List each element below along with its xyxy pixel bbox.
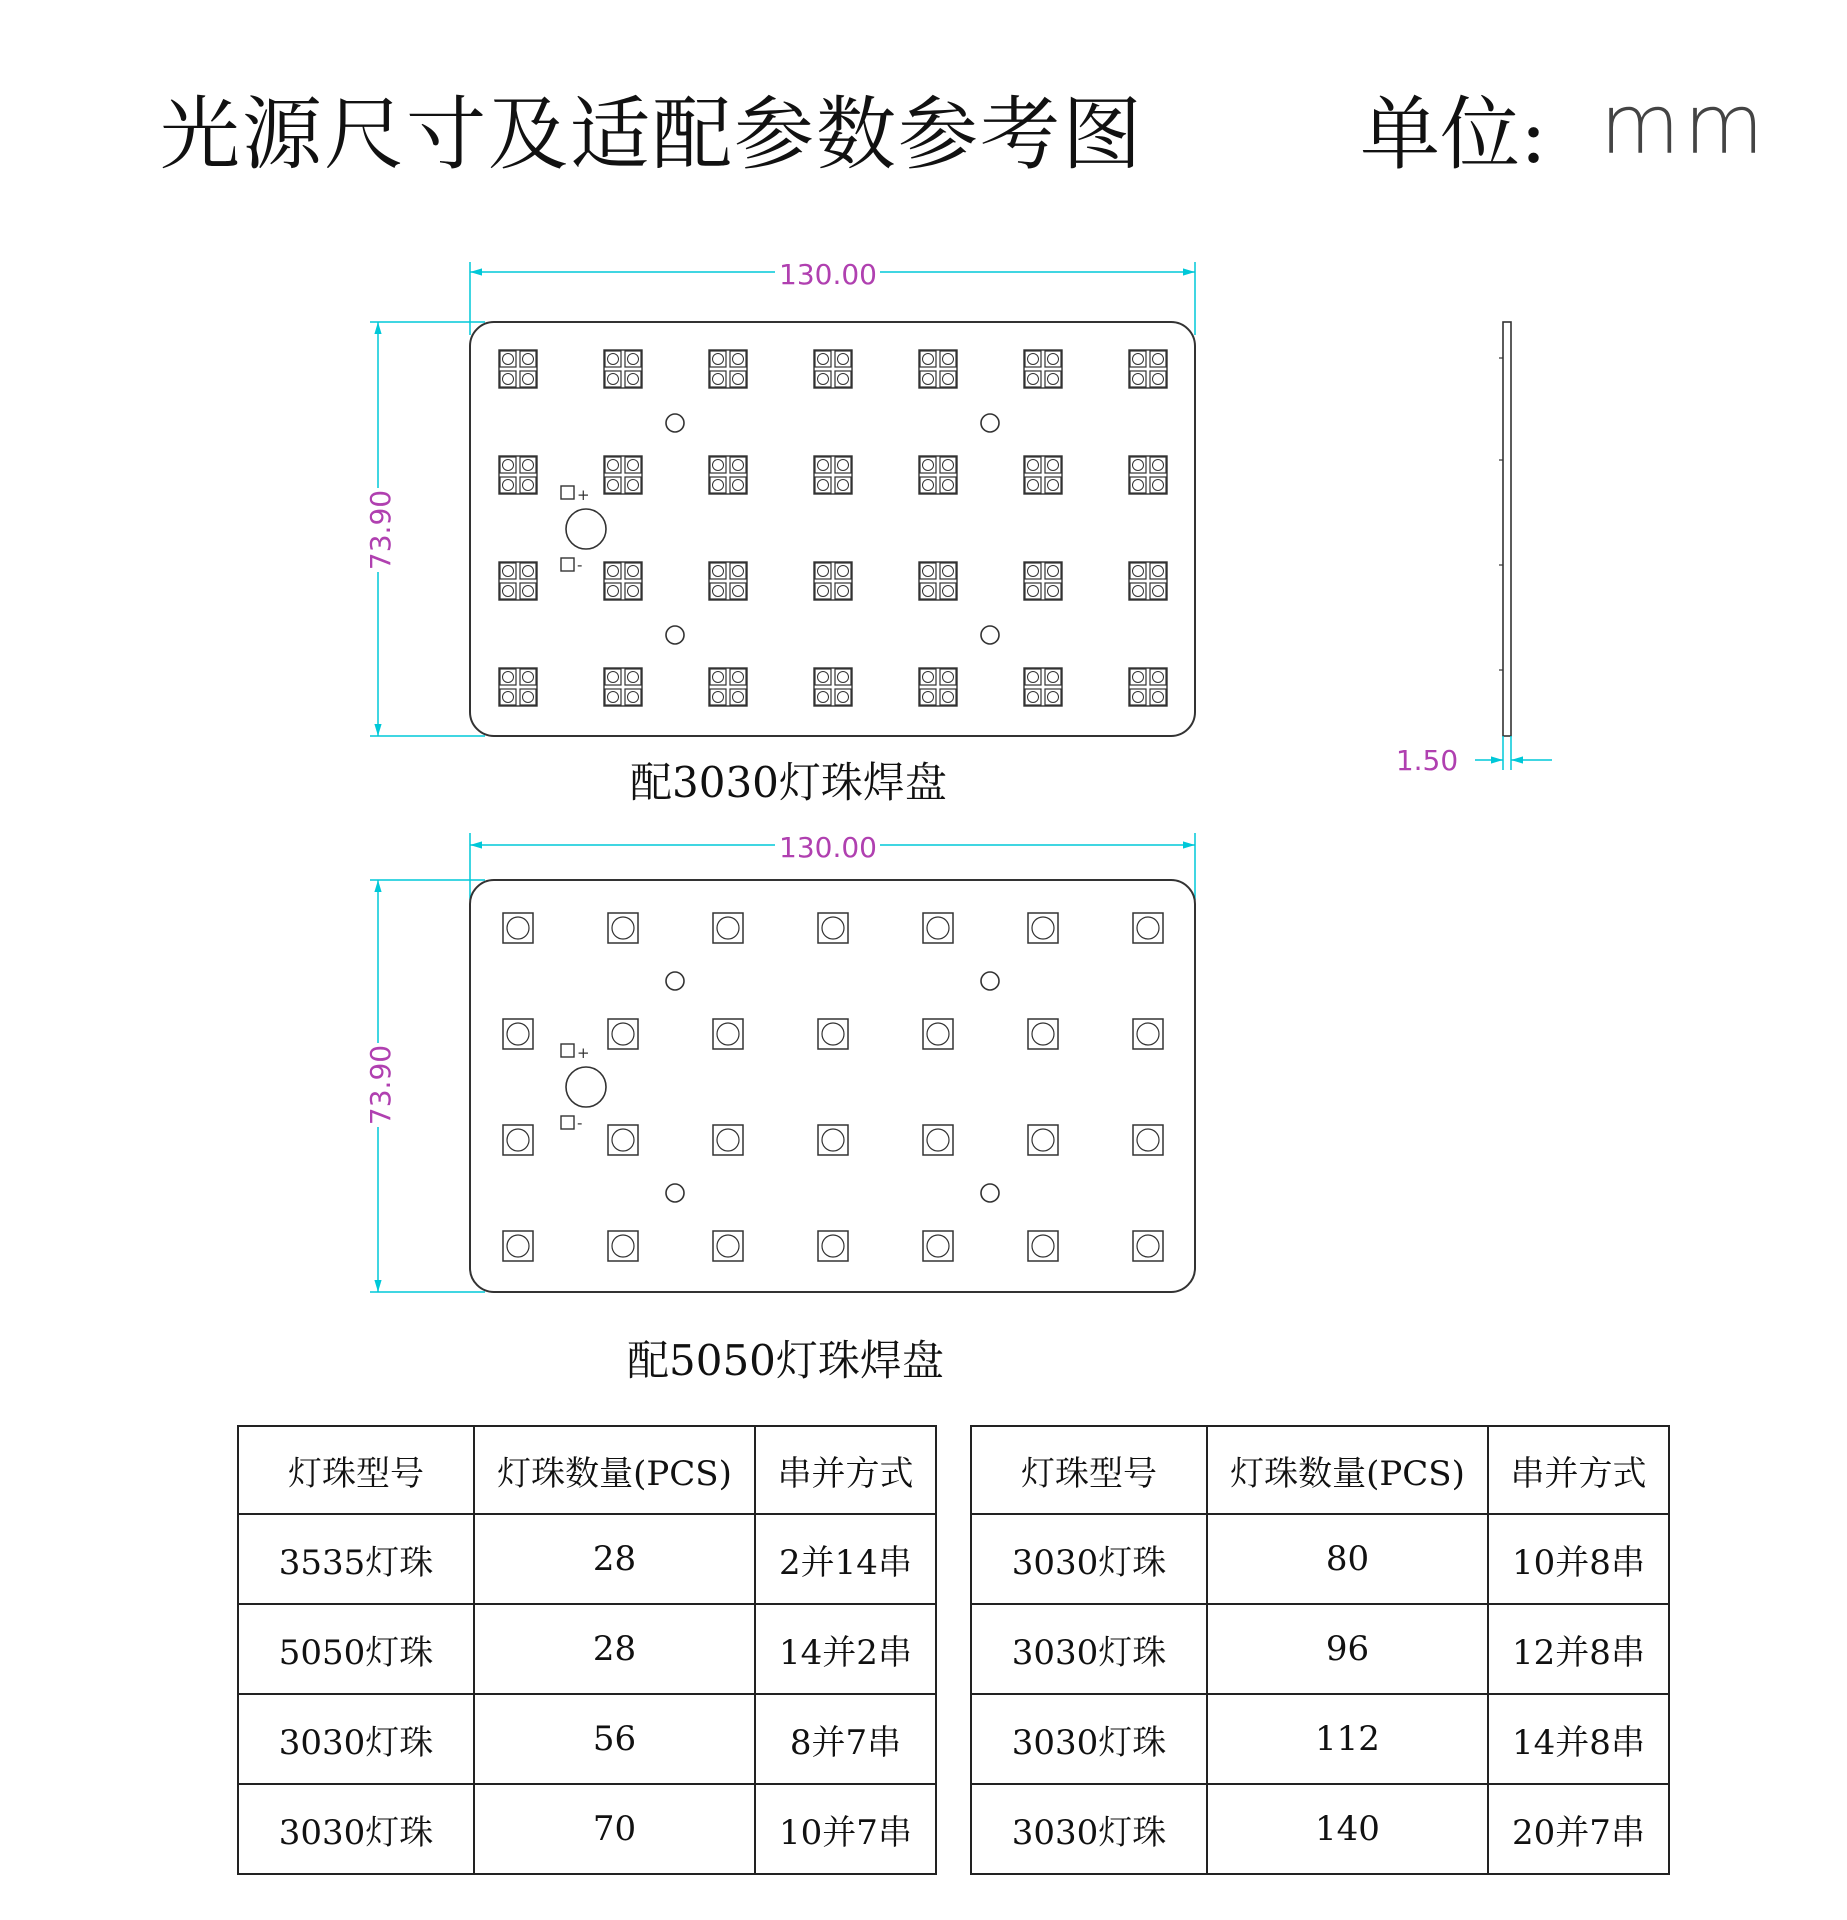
- board-3030-plus-pad: [561, 486, 574, 499]
- led-pad-3030: [1024, 456, 1062, 494]
- led-pad-5050: [818, 913, 848, 943]
- table-cell: 3030灯珠: [971, 1784, 1207, 1874]
- table-cell: 56: [474, 1694, 755, 1784]
- led-pad-5050: [923, 1231, 953, 1261]
- unit-label: 单位:: [1360, 88, 1547, 181]
- table-header-cell: 灯珠数量(PCS): [474, 1426, 755, 1514]
- board-5050-minus-label: -: [577, 1114, 583, 1132]
- led-pad-3030: [814, 668, 852, 706]
- led-pad-3030: [814, 456, 852, 494]
- led-pad-3030: [709, 350, 747, 388]
- board-5050-drawing: [364, 831, 1195, 1292]
- table-row: [971, 1514, 1669, 1604]
- table-row: [971, 1784, 1669, 1874]
- led-pad-3030: [709, 562, 747, 600]
- table-header-row: [971, 1426, 1669, 1514]
- board-5050-mount-hole: [981, 972, 999, 990]
- led-pad-5050: [713, 1231, 743, 1261]
- table-cell: 8并7串: [755, 1694, 936, 1784]
- led-pad-5050: [1133, 1231, 1163, 1261]
- table-cell: 3030灯珠: [971, 1604, 1207, 1694]
- table-cell: 28: [474, 1514, 755, 1604]
- led-pad-3030: [604, 668, 642, 706]
- led-pad-5050: [818, 1125, 848, 1155]
- board-3030-minus-label: -: [577, 556, 583, 574]
- led-pad-5050: [503, 1019, 533, 1049]
- spec-table-left: [237, 1425, 937, 1875]
- table-row: [238, 1514, 936, 1604]
- led-pad-5050: [1133, 1019, 1163, 1049]
- board-3030-drawing: [364, 258, 1195, 736]
- led-pad-3030: [1129, 562, 1167, 600]
- led-pad-5050: [1028, 1019, 1058, 1049]
- led-pad-3030: [499, 350, 537, 388]
- table-cell: 2并14串: [755, 1514, 936, 1604]
- board-3030-outline: [470, 322, 1195, 736]
- board-5050-plus-pad: [561, 1044, 574, 1057]
- led-pad-3030: [814, 350, 852, 388]
- led-pad-3030: [499, 668, 537, 706]
- table-header-cell: 灯珠型号: [971, 1426, 1207, 1514]
- led-pad-3030: [499, 456, 537, 494]
- led-pad-5050: [713, 1019, 743, 1049]
- led-pad-3030: [1129, 350, 1167, 388]
- table-cell: 3535灯珠: [238, 1514, 474, 1604]
- table-cell: 5050灯珠: [238, 1604, 474, 1694]
- led-pad-3030: [709, 668, 747, 706]
- table-cell: 10并8串: [1488, 1514, 1669, 1604]
- table-cell: 3030灯珠: [238, 1784, 474, 1874]
- board-3030-plus-label: +: [577, 486, 590, 504]
- board-5050-caption: 配5050灯珠焊盘: [627, 1336, 944, 1385]
- table-row: [971, 1604, 1669, 1694]
- led-pad-5050: [1028, 1125, 1058, 1155]
- led-pad-5050: [1133, 1125, 1163, 1155]
- led-pad-5050: [608, 913, 638, 943]
- board-5050-mount-hole: [666, 972, 684, 990]
- table-cell: 140: [1207, 1784, 1488, 1874]
- led-pad-3030: [604, 562, 642, 600]
- table-header-cell: 串并方式: [755, 1426, 936, 1514]
- led-pad-5050: [818, 1019, 848, 1049]
- table-cell: 28: [474, 1604, 755, 1694]
- led-pad-5050: [713, 913, 743, 943]
- led-pad-3030: [604, 456, 642, 494]
- table-cell: 96: [1207, 1604, 1488, 1694]
- board-3030-height-dim: 73.90: [364, 489, 397, 571]
- board-3030-wire-hole: [566, 509, 606, 549]
- spec-table-right: [970, 1425, 1670, 1875]
- led-pad-3030: [1024, 562, 1062, 600]
- board-5050-plus-label: +: [577, 1044, 590, 1062]
- led-pad-5050: [923, 1125, 953, 1155]
- led-pad-3030: [919, 668, 957, 706]
- led-pad-3030: [499, 562, 537, 600]
- led-pad-5050: [608, 1019, 638, 1049]
- board-3030-mount-hole: [981, 626, 999, 644]
- table-row: [238, 1694, 936, 1784]
- board-3030-minus-pad: [561, 558, 574, 571]
- led-pad-5050: [923, 913, 953, 943]
- table-cell: 14并2串: [755, 1604, 936, 1694]
- board-3030-mount-hole: [666, 414, 684, 432]
- side-view-thickness-dim: 1.50: [1395, 744, 1459, 777]
- led-pad-5050: [1028, 913, 1058, 943]
- table-cell: 70: [474, 1784, 755, 1874]
- board-5050-mount-hole: [666, 1184, 684, 1202]
- page-title: 光源尺寸及适配参数参考图: [160, 88, 1144, 181]
- board-3030-mount-hole: [981, 414, 999, 432]
- led-pad-3030: [1024, 350, 1062, 388]
- board-5050-wire-hole: [566, 1067, 606, 1107]
- board-3030-width-dim: 130.00: [779, 258, 877, 291]
- table-cell: 3030灯珠: [971, 1694, 1207, 1784]
- led-pad-5050: [1133, 913, 1163, 943]
- led-pad-3030: [1129, 668, 1167, 706]
- side-view-drawing: [1396, 322, 1552, 777]
- led-pad-5050: [503, 1231, 533, 1261]
- led-pad-3030: [709, 456, 747, 494]
- table-header-cell: 串并方式: [1488, 1426, 1669, 1514]
- board-3030-caption: 配3030灯珠焊盘: [630, 758, 947, 807]
- led-pad-5050: [608, 1125, 638, 1155]
- led-pad-5050: [503, 913, 533, 943]
- table-header-cell: 灯珠数量(PCS): [1207, 1426, 1488, 1514]
- table-cell: 14并8串: [1488, 1694, 1669, 1784]
- led-pad-3030: [919, 350, 957, 388]
- table-cell: 80: [1207, 1514, 1488, 1604]
- led-pad-5050: [503, 1125, 533, 1155]
- board-5050-minus-pad: [561, 1116, 574, 1129]
- board-5050-mount-hole: [981, 1184, 999, 1202]
- led-pad-3030: [1024, 668, 1062, 706]
- table-cell: 10并7串: [755, 1784, 936, 1874]
- led-pad-5050: [608, 1231, 638, 1261]
- side-view-outline: [1503, 322, 1511, 736]
- led-pad-3030: [919, 562, 957, 600]
- led-pad-3030: [604, 350, 642, 388]
- led-pad-3030: [814, 562, 852, 600]
- table-cell: 3030灯珠: [238, 1694, 474, 1784]
- board-5050-outline: [470, 880, 1195, 1292]
- led-pad-3030: [1129, 456, 1167, 494]
- table-header-cell: 灯珠型号: [238, 1426, 474, 1514]
- board-5050-pads: [503, 913, 1163, 1261]
- led-pad-5050: [818, 1231, 848, 1261]
- table-cell: 12并8串: [1488, 1604, 1669, 1694]
- led-pad-3030: [919, 456, 957, 494]
- board-3030-mount-hole: [666, 626, 684, 644]
- board-5050-height-dim: 73.90: [364, 1044, 397, 1126]
- table-cell: 112: [1207, 1694, 1488, 1784]
- table-row: [971, 1694, 1669, 1784]
- board-5050-width-dim: 130.00: [779, 831, 877, 864]
- board-3030-pads: [499, 350, 1167, 706]
- table-header-row: [238, 1426, 936, 1514]
- table-cell: 3030灯珠: [971, 1514, 1207, 1604]
- unit-value: mm: [1600, 78, 1768, 173]
- led-pad-5050: [1028, 1231, 1058, 1261]
- led-pad-5050: [713, 1125, 743, 1155]
- table-row: [238, 1604, 936, 1694]
- led-pad-5050: [923, 1019, 953, 1049]
- table-cell: 20并7串: [1488, 1784, 1669, 1874]
- table-row: [238, 1784, 936, 1874]
